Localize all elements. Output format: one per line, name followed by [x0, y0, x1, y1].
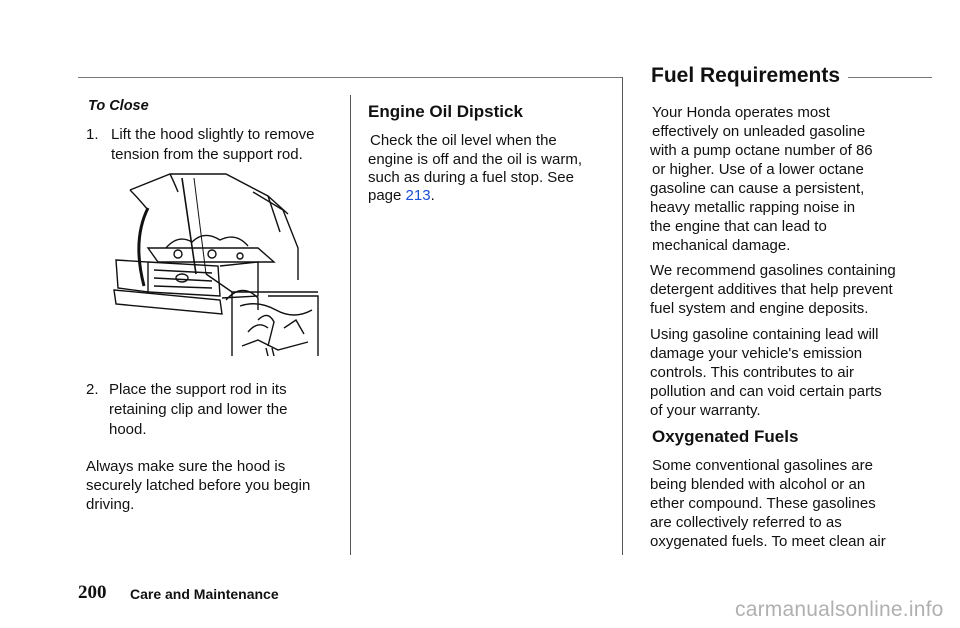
fuel-para-4-line-4: are collectively referred to as: [650, 514, 842, 531]
note-line-1: Always make sure the hood is: [86, 458, 286, 475]
fuel-para-3-line-2: damage your vehicle's emission: [650, 345, 863, 362]
fuel-para-4-line-5: oxygenated fuels. To meet clean air: [650, 533, 886, 550]
fuel-para-4-line-3: ether compound. These gasolines: [650, 495, 876, 512]
fuel-para-2-line-3: fuel system and engine deposits.: [650, 300, 869, 317]
page-number: 200: [78, 582, 107, 603]
dipstick-line-2: engine is off and the oil is warm,: [368, 151, 583, 168]
page-ref-suffix: .: [430, 187, 435, 204]
car-hood-support-rod-illustration: [108, 170, 320, 356]
fuel-para-4-line-1: Some conventional gasolines are: [652, 457, 873, 474]
column-divider-right: [622, 77, 623, 555]
to-close-subhead: To Close: [88, 98, 149, 114]
step-2-number: 2.: [86, 381, 99, 398]
engine-oil-dipstick-heading: Engine Oil Dipstick: [368, 102, 523, 121]
fuel-para-4-line-2: being blended with alcohol or an: [650, 476, 866, 493]
step-1-line-1: Lift the hood slightly to remove: [111, 126, 315, 143]
dipstick-line-1: Check the oil level when the: [370, 132, 557, 149]
fuel-para-1-line-7: the engine that can lead to: [650, 218, 827, 235]
page-ref-prefix: page: [368, 187, 406, 204]
column-divider-left: [350, 95, 351, 555]
page-213-link[interactable]: 213: [405, 187, 431, 204]
step-1-line-2: tension from the support rod.: [111, 146, 303, 163]
section-title: Fuel Requirements: [647, 64, 844, 88]
fuel-para-3-line-3: controls. This contributes to air: [650, 364, 854, 381]
fuel-para-1-line-3: with a pump octane number of 86: [650, 142, 873, 159]
oxygenated-fuels-heading: Oxygenated Fuels: [652, 427, 799, 446]
fuel-para-3-line-4: pollution and can void certain parts: [650, 383, 882, 400]
fuel-para-1-line-5: gasoline can cause a persistent,: [650, 180, 865, 197]
fuel-para-1-line-1: Your Honda operates most: [652, 104, 830, 121]
fuel-para-3-line-5: of your warranty.: [650, 402, 761, 419]
fuel-para-3-line-1: Using gasoline containing lead will: [650, 326, 879, 343]
dipstick-line-3: such as during a fuel stop. See: [368, 169, 574, 186]
step-1-number: 1.: [86, 126, 99, 143]
fuel-para-2-line-1: We recommend gasolines containing: [650, 262, 896, 279]
note-line-3: driving.: [86, 496, 135, 513]
dipstick-line-4: [368, 186, 435, 205]
fuel-para-1-line-2: effectively on unleaded gasoline: [652, 123, 866, 140]
fuel-para-1-line-8: mechanical damage.: [652, 237, 791, 254]
footer-section-title: Care and Maintenance: [130, 586, 279, 602]
header-rule-left: [78, 77, 622, 78]
note-line-2: securely latched before you begin: [86, 477, 311, 494]
header-rule-right: [848, 77, 932, 78]
fuel-para-1-line-4: or higher. Use of a lower octane: [652, 161, 864, 178]
step-2-line-1: Place the support rod in its: [109, 381, 287, 398]
fuel-para-2-line-2: detergent additives that help prevent: [650, 281, 893, 298]
watermark-text: carmanualsonline.info: [735, 598, 944, 621]
step-2-line-2: retaining clip and lower the: [109, 401, 288, 418]
step-2-line-3: hood.: [109, 421, 147, 438]
fuel-para-1-line-6: heavy metallic rapping noise in: [650, 199, 856, 216]
